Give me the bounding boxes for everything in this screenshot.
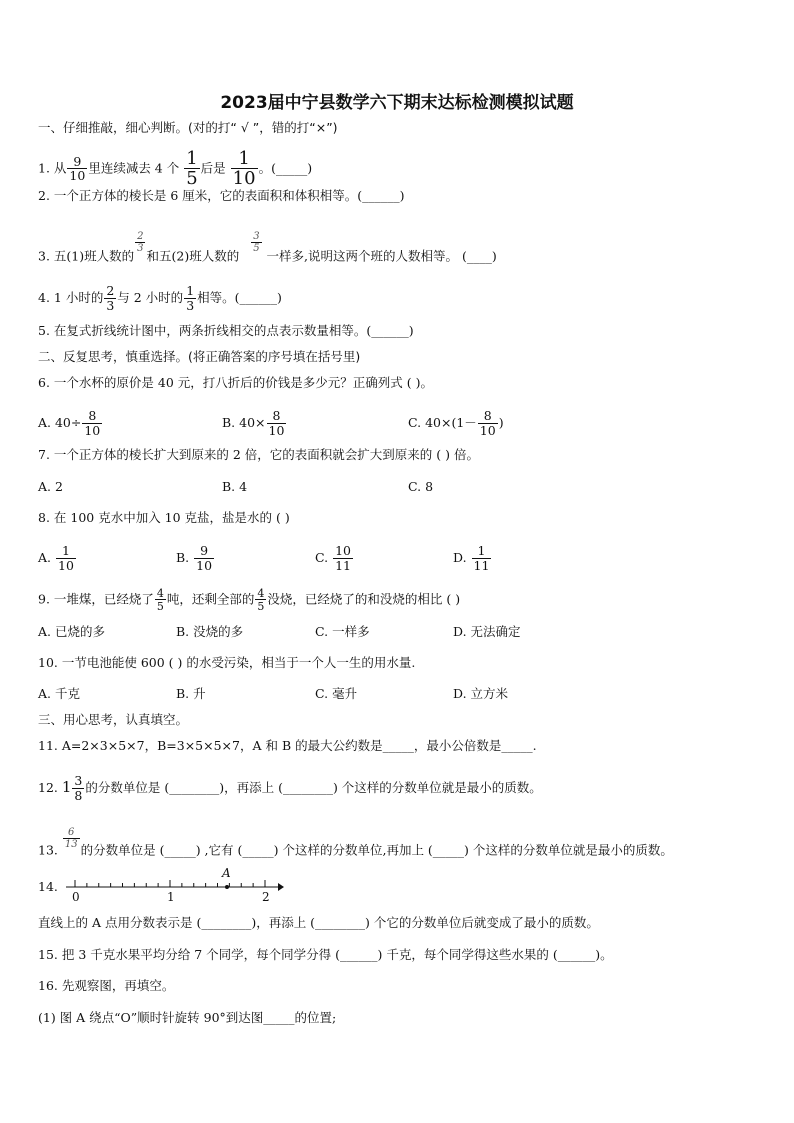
question-1: 1. 从 $\frac{9}{10}$ 里连续减去 4 个 $\frac{1}{5}$ 后是 $\frac{1}{10}$ 。(_____) xyxy=(38,148,313,189)
question-8-option-b: B. $\frac{9}{10}$ xyxy=(176,543,213,573)
question-6-option-b: B. 40× $\frac{8}{10}$ xyxy=(222,408,285,438)
section-3-heading: 三、用心思考，认真填空。 xyxy=(38,712,189,727)
question-10-stem: 10. 一节电池能使 600 ( ) 的水受污染，相当于一个人一生的用水量. xyxy=(38,655,416,670)
tick-label-2: 2 xyxy=(262,890,270,904)
question-7-option-c: C. 8 xyxy=(408,479,434,494)
tick-label-1: 1 xyxy=(167,890,175,904)
question-9-stem: 9. 一堆煤，已经烧了 $\frac{4}{5}$ 吨，还剩全部的 $\frac{4}{5}$ 没烧，已经烧了的和没烧的相比 ( ) xyxy=(38,587,461,613)
question-7-option-a: A. 2 xyxy=(38,479,63,494)
point-a-label: A xyxy=(222,866,231,880)
question-10-option-d: D. 立方米 xyxy=(453,686,509,701)
question-14-text: 直线上的 A 点用分数表示是 (________)，再添上 (________) 个它的分数单位后就变成了最小的质数。 xyxy=(38,915,599,930)
question-9-option-a: A. 已烧的多 xyxy=(38,624,105,639)
page-title: 2023届中宁县数学六下期末达标检测模拟试题 xyxy=(220,93,574,113)
question-8-option-d: D. $\frac{1}{11}$ xyxy=(453,543,490,573)
question-14-label: 14. xyxy=(38,879,58,894)
question-9-option-c: C. 一样多 xyxy=(315,624,370,639)
question-6-stem: 6. 一个水杯的原价是 40 元，打八折后的价钱是多少元？正确列式 ( )。 xyxy=(38,375,433,390)
question-4: 4. 1 小时的 $\frac{2}{3}$ 与 2 小时的 $\frac{1}{3}$ 相等。(______) xyxy=(38,283,282,313)
question-2: 2. 一个正方体的棱长是 6 厘米，它的表面积和体积相等。(______) xyxy=(38,188,405,203)
question-3: 3. 五(1)班人数的 $\frac{2}{3}$ 和五(2)班人数的 $\frac{3}{5}$ 一样多,说明这两个班的人数相等。 (____) xyxy=(38,231,497,264)
question-9-option-b: B. 没烧的多 xyxy=(176,624,244,639)
question-7-stem: 7. 一个正方体的棱长扩大到原来的 2 倍，它的表面积就会扩大到原来的 ( ) 倍。 xyxy=(38,447,479,462)
question-16: 16. 先观察图，再填空。 xyxy=(38,978,175,993)
question-8-stem: 8. 在 100 克水中加入 10 克盐，盐是水的 ( ) xyxy=(38,510,290,525)
question-12: 12. 1 $\frac{3}{8}$ 的分数单位是 (________)，再添上 (________) 个这样的分数单位就是最小的质数。 xyxy=(38,773,542,803)
question-10-option-a: A. 千克 xyxy=(38,686,80,701)
question-9-option-d: D. 无法确定 xyxy=(453,624,521,639)
question-13: 13. $\frac{6}{13}$ 的分数单位是 (_____) ,它有 (_____) 个这样的分数单位,再加上 (_____) 个这样的分数单位就是最小的质数。 xyxy=(38,827,673,858)
question-15: 15. 把 3 千克水果平均分给 7 个同学，每个同学分得 (______) 千克，每个同学得这些水果的 (______)。 xyxy=(38,947,613,962)
question-5: 5. 在复式折线统计图中，两条折线相交的点表示数量相等。(______) xyxy=(38,323,414,338)
question-16-part-1: (1) 图 A 绕点“O”顺时针旋转 90°到达图_____的位置; xyxy=(38,1010,337,1025)
question-10-option-c: C. 毫升 xyxy=(315,686,358,701)
tick-label-0: 0 xyxy=(72,890,80,904)
question-6-option-a: A. 40÷ $\frac{8}{10}$ xyxy=(38,408,101,438)
question-7-option-b: B. 4 xyxy=(222,479,248,494)
question-8-option-c: C. $\frac{10}{11}$ xyxy=(315,543,351,573)
question-11: 11. A=2×3×5×7，B=3×5×5×7，A 和 B 的最大公约数是_____，最小公倍数是_____. xyxy=(38,738,537,753)
point-a-dot xyxy=(225,885,229,889)
section-2-heading: 二、反复思考，慎重选择。(将正确答案的序号填在括号里) xyxy=(38,349,361,364)
question-10-option-b: B. 升 xyxy=(176,686,206,701)
question-6-option-c: C. 40×(1－ $\frac{8}{10}$ ) xyxy=(408,408,504,438)
question-8-option-a: A. $\frac{1}{10}$ xyxy=(38,543,74,573)
section-1-heading: 一、仔细推敲，细心判断。(对的打“ √ ”，错的打“×”) xyxy=(38,120,338,135)
